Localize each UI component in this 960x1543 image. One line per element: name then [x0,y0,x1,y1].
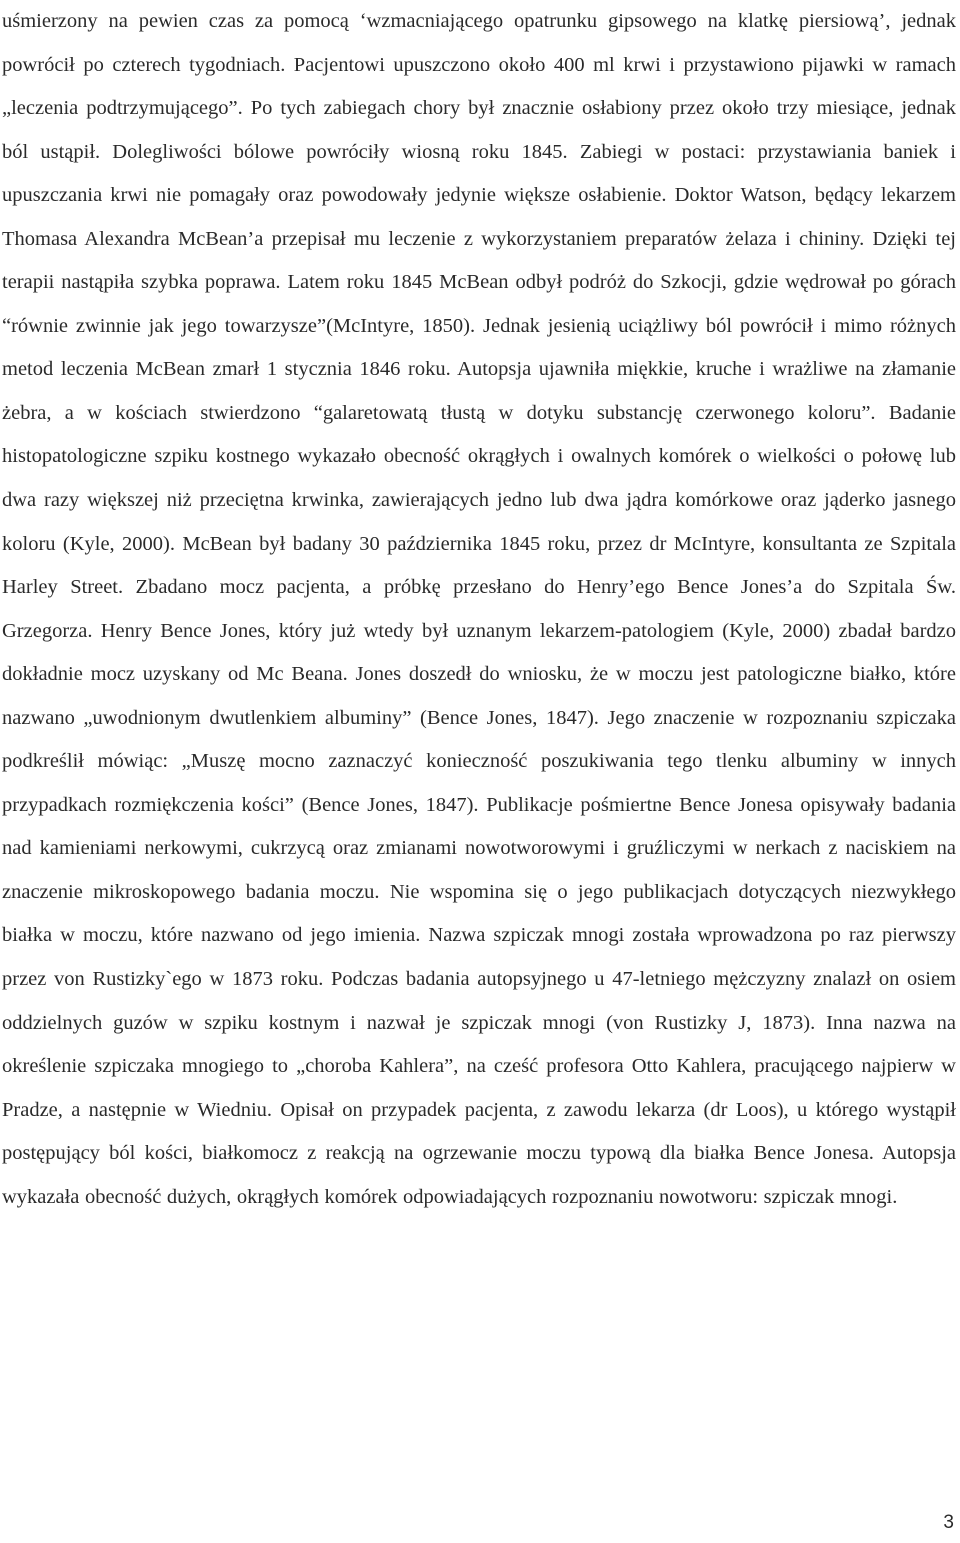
body-paragraph: uśmierzony na pewien czas za pomocą ‘wzmacniającego opatrunku gipsowego na klatkę piersiową’, jednak powrócił po czterech tygodniach. Pacjentowi upuszczono około 400 ml krwi i przystawiono pijawki w ramach „leczenia podtrzymującego”. Po tych zabiegach chory był znacznie osłabiony przez około trzy miesiące, jednak ból ustąpił. Dolegliwości bólowe powróciły wiosną roku 1845. Zabiegi w postaci: przystawiania baniek i upuszczania krwi nie pomagały oraz powodowały jedynie większe osłabienie. Doktor Watson, będący lekarzem Thomasa Alexandra McBean’a przepisał mu leczenie z wykorzystaniem preparatów żelaza i chininy. Dzięki tej terapii nastąpiła szybka poprawa. Latem roku 1845 McBean odbył podróż do Szkocji, gdzie wędrował po górach “równie zwinnie jak jego towarzysze”(McIntyre, 1850). Jednak jesienią uciążliwy ból powrócił i mimo różnych metod leczenia McBean zmarł 1 stycznia 1846 roku. Autopsja ujawniła miękkie, kruche i wrażliwe na złamanie żebra, a w kościach stwierdzono “galaretowatą tłustą w dotyku substancję czerwonego koloru”. Badanie histopatologiczne szpiku kostnego wykazało obecność okrągłych i owalnych komórek o wielkości o połowę lub dwa razy większej niż przeciętna krwinka, zawierających jedno lub dwa jądra komórkowe oraz jąderko jasnego koloru (Kyle, 2000). McBean był badany 30 października 1845 roku, przez dr McIntyre, konsultanta ze Szpitala Harley Street. Zbadano mocz pacjenta, a próbkę przesłano do Henry’ego Bence Jones’a do Szpitala Św. Grzegorza. Henry Bence Jones, który już wtedy był uznanym lekarzem-patologiem (Kyle, 2000) zbadał bardzo dokładnie mocz uzyskany od Mc Beana. Jones doszedł do wniosku, że w moczu jest patologiczne białko, które nazwano „uwodnionym dwutlenkiem albuminy” (Bence Jones, 1847). Jego znaczenie w rozpoznaniu szpiczaka podkreślił mówiąc: „Muszę mocno zaznaczyć konieczność poszukiwania tego tlenku albuminy w innych przypadkach rozmiękczenia kości” (Bence Jones, 1847). Publikacje pośmiertne Bence Jonesa opisywały badania nad kamieniami nerkowymi, cukrzycą oraz zmianami nowotworowymi i gruźliczymi w nerkach z naciskiem na znaczenie mikroskopowego badania moczu. Nie wspomina się o jego publikacjach dotyczących niezwykłego białka w moczu, które nazwano od jego imienia. Nazwa szpiczak mnogi została wprowadzona po raz pierwszy przez von Rustizky`ego w 1873 roku. Podczas badania autopsyjnego u 47-letniego mężczyzny znalazł on osiem oddzielnych guzów w szpiku kostnym i nazwał je szpiczak mnogi (von Rustizky J, 1873). Inna nazwa na określenie szpiczaka mnogiego to „choroba Kahlera”, na cześć profesora Otto Kahlera, pracującego najpierw w Pradze, a następnie w Wiedniu. Opisał on przypadek pacjenta, z zawodu lekarza (dr Loos), u którego wystąpił postępujący ból kości, białkomocz z reakcją na ogrzewanie moczu typową dla białka Bence Jonesa. Autopsja wykazała obecność dużych, okrągłych komórek odpowiadających rozpoznaniu nowotworu: szpiczak mnogi. [2,10,956,1208]
page-number: 3 [943,1512,954,1533]
